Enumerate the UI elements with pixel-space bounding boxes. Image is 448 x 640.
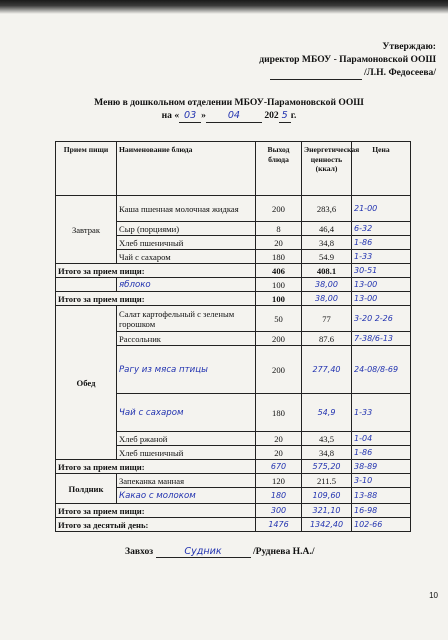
dish-energy: 54.9: [302, 250, 352, 264]
header-meal: Прием пищи: [56, 142, 117, 196]
dish-price: 1-86: [352, 446, 411, 460]
table-row: [56, 196, 411, 222]
dish-name: Рассольник: [117, 332, 256, 346]
dish-name: Каша пшенная молочная жидкая: [117, 196, 256, 222]
dish-output: 200: [256, 196, 302, 222]
dish-output: 200: [256, 346, 302, 394]
dish-name: Чай с сахаром: [117, 394, 256, 432]
menu-date-line: [40, 109, 418, 123]
dish-output: 8: [256, 222, 302, 236]
dish-price: 1-33: [352, 394, 411, 432]
total-label: Итого за прием пищи:: [56, 292, 256, 306]
dish-energy: 211.5: [302, 474, 352, 488]
approval-block: [259, 40, 436, 80]
dish-energy: 283,6: [302, 196, 352, 222]
dish-price: 21-00: [352, 196, 411, 222]
total-output: 300: [256, 504, 302, 518]
meal-lunch: Обед: [56, 306, 117, 460]
grand-total-output: 1476: [256, 518, 302, 532]
signature-blank: [270, 66, 362, 80]
footer-name: /Руднева Н.А./: [252, 546, 315, 557]
dish-name: Хлеб ржаной: [117, 432, 256, 446]
dish-energy: 77: [302, 306, 352, 332]
grand-total-row: [56, 518, 411, 532]
dish-energy: 38,00: [302, 278, 352, 292]
grand-total-energy: 1342,40: [302, 518, 352, 532]
menu-title: [40, 96, 418, 123]
approval-name: /Л.Н. Федосеева/: [363, 67, 436, 78]
dish-name: Хлеб пшеничный: [117, 446, 256, 460]
total-output: 100: [256, 292, 302, 306]
header-energy: Энергетическая ценность (ккал): [302, 142, 352, 196]
date-day-value: 03: [184, 110, 197, 121]
menu-title-line: Меню в дошкольном отделении МБОУ-Парамоновской ООШ: [94, 97, 364, 108]
dish-price: 1-86: [352, 236, 411, 250]
dish-name: яблоко: [117, 278, 256, 292]
total-energy: 575,20: [302, 460, 352, 474]
menu-table: [55, 141, 411, 532]
total-output: 670: [256, 460, 302, 474]
dish-price: 7-38/6-13: [352, 332, 411, 346]
total-label: Итого за прием пищи:: [56, 264, 256, 278]
table-header-row: [56, 142, 411, 196]
total-label: Итого за прием пищи:: [56, 460, 256, 474]
dish-energy: 87.6: [302, 332, 352, 346]
dish-price: 1-33: [352, 250, 411, 264]
date-year-value: 5: [281, 110, 288, 121]
page-number: 10: [429, 591, 438, 600]
dish-energy: 54,9: [302, 394, 352, 432]
total-row: [56, 460, 411, 474]
dish-name: Салат картофельный с зеленым горошком: [117, 306, 256, 332]
table-row: [56, 278, 411, 292]
date-month: [206, 109, 262, 123]
dish-output: 120: [256, 474, 302, 488]
date-day: [179, 109, 201, 123]
dish-output: 50: [256, 306, 302, 332]
dish-energy: 34,8: [302, 236, 352, 250]
dish-price: 3-10: [352, 474, 411, 488]
meal-breakfast: Завтрак: [56, 196, 117, 264]
footer-label: Завхоз: [125, 546, 154, 557]
total-output: 406: [256, 264, 302, 278]
total-price: 30-51: [352, 264, 411, 278]
dish-output: 20: [256, 236, 302, 250]
header-dish: Наименование блюда: [117, 142, 256, 196]
date-prefix: на «: [161, 110, 180, 121]
date-year: [279, 109, 291, 123]
total-price: 38-89: [352, 460, 411, 474]
photo-edge: [0, 0, 448, 14]
grand-total-price: 102-66: [352, 518, 411, 532]
date-year-prefix: 202: [264, 110, 279, 121]
approval-signature-line: [259, 66, 436, 80]
dish-output: 180: [256, 488, 302, 504]
date-suffix: г.: [290, 110, 297, 121]
dish-energy: 46,4: [302, 222, 352, 236]
dish-price: 3-20 2-26: [352, 306, 411, 332]
date-mid: »: [201, 110, 206, 121]
dish-price: 24-08/8-69: [352, 346, 411, 394]
handwritten-signature: Судник: [156, 546, 251, 558]
dish-energy: 43,5: [302, 432, 352, 446]
total-label: Итого за прием пищи:: [56, 504, 256, 518]
total-row: [56, 264, 411, 278]
total-row: [56, 292, 411, 306]
dish-price: 1-04: [352, 432, 411, 446]
dish-energy: 34,8: [302, 446, 352, 460]
total-energy: 38,00: [302, 292, 352, 306]
total-price: 16-98: [352, 504, 411, 518]
dish-output: 180: [256, 394, 302, 432]
dish-energy: 277,40: [302, 346, 352, 394]
dish-output: 20: [256, 446, 302, 460]
dish-energy: 109,60: [302, 488, 352, 504]
dish-output: 180: [256, 250, 302, 264]
table-row: [56, 306, 411, 332]
footer-signature: [125, 546, 315, 558]
dish-name: Сыр (порциями): [117, 222, 256, 236]
dish-name: Запеканка манная: [117, 474, 256, 488]
dish-output: 100: [256, 278, 302, 292]
dish-price: 6-32: [352, 222, 411, 236]
date-month-value: 04: [227, 110, 241, 121]
dish-price: 13-00: [352, 278, 411, 292]
dish-name: Рагу из мяса птицы: [117, 346, 256, 394]
total-row: [56, 504, 411, 518]
approval-heading: Утверждаю:: [382, 41, 436, 52]
header-price: Цена: [352, 142, 411, 196]
dish-output: 20: [256, 432, 302, 446]
header-output: Выход блюда: [256, 142, 302, 196]
grand-total-label: Итого за десятый день:: [56, 518, 256, 532]
total-energy: 321,10: [302, 504, 352, 518]
dish-output: 200: [256, 332, 302, 346]
total-energy: 408.1: [302, 264, 352, 278]
meal-afternoon: Полдник: [56, 474, 117, 504]
total-price: 13-00: [352, 292, 411, 306]
dish-name: Чай с сахаром: [117, 250, 256, 264]
table-row: [56, 474, 411, 488]
dish-name: Какао с молоком: [117, 488, 256, 504]
dish-price: 13-88: [352, 488, 411, 504]
dish-name: Хлеб пшеничный: [117, 236, 256, 250]
approval-position: директор МБОУ - Парамоновской ООШ: [259, 54, 436, 65]
meal-empty: [56, 278, 117, 292]
